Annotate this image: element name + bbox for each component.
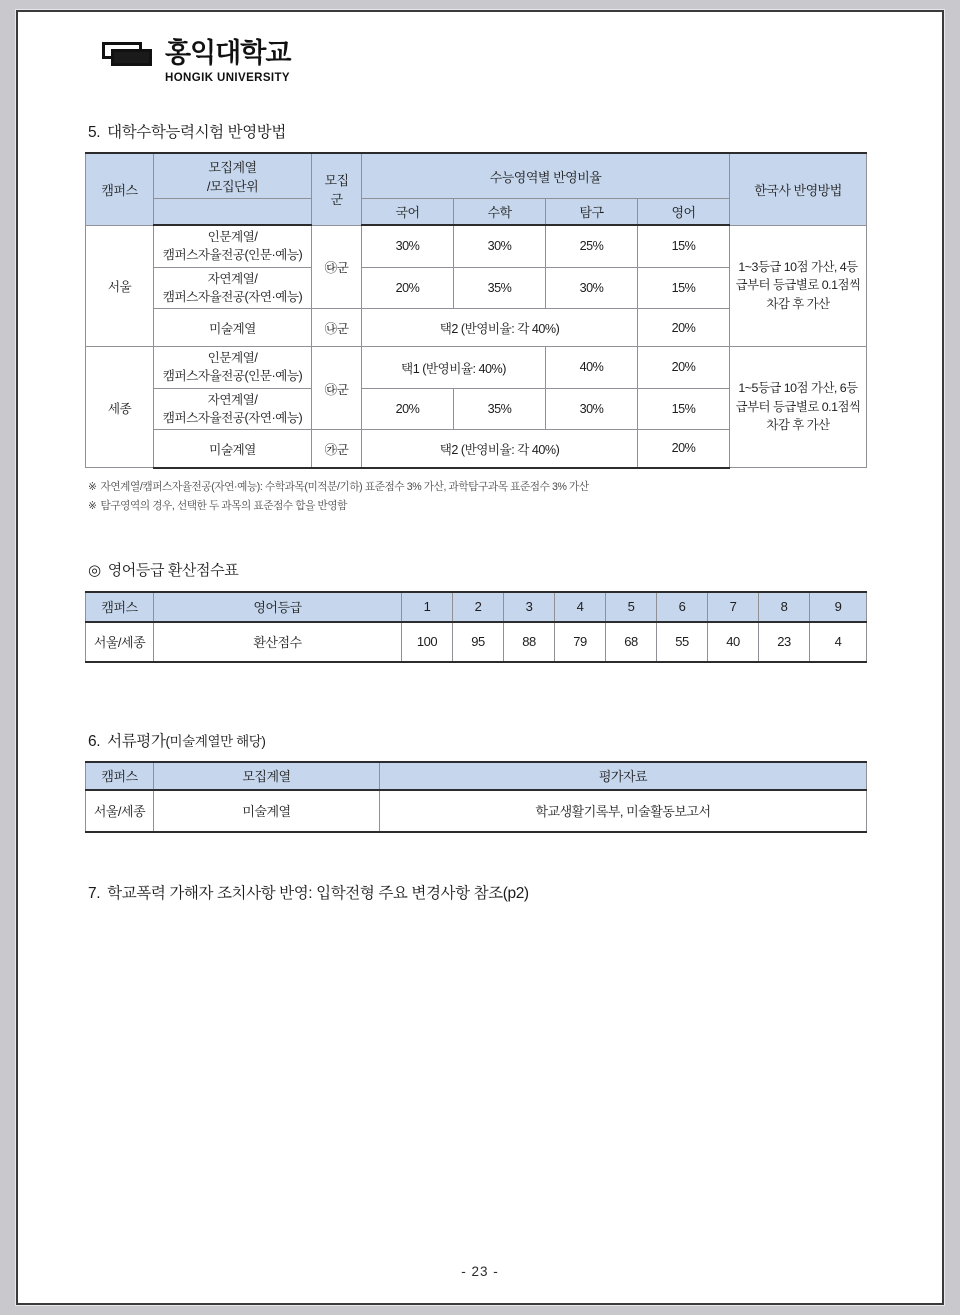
- th-history: 한국사 반영방법: [730, 153, 867, 225]
- suneung-reflection-table: [85, 152, 867, 469]
- th-materials: 평가자료: [380, 762, 867, 790]
- cell-select-span: 택1 (반영비율: 40%): [362, 347, 546, 389]
- table-row: [86, 622, 867, 662]
- th-grade-9: 9: [810, 592, 867, 622]
- th-english-grade: 영어등급: [154, 592, 402, 622]
- cell-select-span: 택2 (반영비율: 각 40%): [362, 430, 638, 468]
- cell-score-9: 4: [810, 622, 867, 662]
- cell-math: 30%: [454, 225, 546, 267]
- note-marker: ※: [88, 500, 97, 513]
- cell-korean: 20%: [362, 267, 454, 309]
- cell-korean: 20%: [362, 388, 454, 430]
- cell-track: 자연계열/ 캠퍼스자율전공(자연·예능): [154, 267, 312, 309]
- section7-heading: [88, 881, 890, 903]
- cell-inquiry: 40%: [546, 347, 638, 389]
- th-track-sub: [154, 199, 312, 226]
- table-row: [86, 790, 867, 832]
- th-track: 모집계열 /모집단위: [154, 153, 312, 199]
- cell-score-6: 55: [657, 622, 708, 662]
- section5-number: 5.: [88, 124, 101, 141]
- logo-english-name: HONGIK UNIVERSITY: [165, 72, 291, 84]
- cell-score-8: 23: [759, 622, 810, 662]
- note-marker: ※: [88, 480, 97, 493]
- cell-english: 20%: [638, 430, 730, 468]
- note-item: ※ 자연계열/캠퍼스자율전공(자연·예능): 수학과목(미적분/기하) 표준점수 3% 가산, 과학탐구과목 표준점수 3% 가산: [88, 480, 589, 493]
- section5-heading: [88, 120, 890, 142]
- cell-score-1: 100: [402, 622, 453, 662]
- cell-materials: 학교생활기록부, 미술활동보고서: [380, 790, 867, 832]
- english-grade-heading: [88, 559, 890, 580]
- th-grade-3: 3: [504, 592, 555, 622]
- section5-title: 대학수학능력시험 반영방법: [107, 124, 286, 141]
- cell-score-5: 68: [606, 622, 657, 662]
- logo-korean-name: 홍익대학교: [165, 38, 291, 68]
- section6-title: 서류평가: [107, 732, 166, 750]
- note-item: ※ 탐구영역의 경우, 선택한 두 과목의 표준점수 합을 반영함: [88, 500, 348, 513]
- th-campus: 캠퍼스: [86, 762, 154, 790]
- english-grade-conversion-table: [85, 591, 867, 663]
- cell-korean: 30%: [362, 225, 454, 267]
- cell-history: 1~5등급 10점 가산, 6등급부터 등급별로 0.1점씩 차감 후 가산: [730, 347, 867, 468]
- th-grade-4: 4: [555, 592, 606, 622]
- th-math: 수학: [454, 199, 546, 226]
- th-inquiry: 탐구: [546, 199, 638, 226]
- cell-campus: 서울/세종: [86, 622, 154, 662]
- circle-marker: ◎: [88, 561, 101, 579]
- th-campus: 캠퍼스: [86, 592, 154, 622]
- table-row: [86, 347, 867, 389]
- th-grade-8: 8: [759, 592, 810, 622]
- cell-english: 15%: [638, 388, 730, 430]
- section5-notes: [88, 478, 890, 517]
- cell-history: 1~3등급 10점 가산, 4등급부터 등급별로 0.1점씩 차감 후 가산: [730, 225, 867, 347]
- cell-english: 20%: [638, 309, 730, 347]
- cell-score-label: 환산점수: [154, 622, 402, 662]
- cell-track: 미술계열: [154, 309, 312, 347]
- cell-group: ㉯군: [312, 309, 362, 347]
- cell-math: 35%: [454, 267, 546, 309]
- cell-math: 35%: [454, 388, 546, 430]
- cell-track: 미술계열: [154, 430, 312, 468]
- th-grade-5: 5: [606, 592, 657, 622]
- th-english: 영어: [638, 199, 730, 226]
- cell-group: ㉰군: [312, 347, 362, 430]
- th-track: 모집계열: [154, 762, 380, 790]
- cell-inquiry: 25%: [546, 225, 638, 267]
- cell-group: ㉰군: [312, 225, 362, 309]
- cell-track: 인문계열/ 캠퍼스자율전공(인문·예능): [154, 347, 312, 389]
- cell-group: ㉮군: [312, 430, 362, 468]
- university-logo: [102, 40, 890, 84]
- cell-campus: 세종: [86, 347, 154, 468]
- th-group: 모집 군: [312, 153, 362, 225]
- hongik-logo-mark-icon: [102, 42, 154, 68]
- section7-text: 학교폭력 가해자 조치사항 반영: 입학전형 주요 변경사항 참조(p2): [107, 884, 529, 902]
- document-evaluation-table: [85, 761, 867, 833]
- cell-english: 20%: [638, 347, 730, 389]
- section6-heading: [88, 729, 890, 751]
- th-ratio-group: 수능영역별 반영비율: [362, 153, 730, 199]
- cell-track: 자연계열/ 캠퍼스자율전공(자연·예능): [154, 388, 312, 430]
- cell-score-2: 95: [453, 622, 504, 662]
- cell-inquiry: 30%: [546, 267, 638, 309]
- table-row: [86, 225, 867, 267]
- cell-track: 인문계열/ 캠퍼스자율전공(인문·예능): [154, 225, 312, 267]
- th-grade-7: 7: [708, 592, 759, 622]
- cell-score-7: 40: [708, 622, 759, 662]
- th-campus: 캠퍼스: [86, 153, 154, 225]
- cell-english: 15%: [638, 225, 730, 267]
- th-grade-1: 1: [402, 592, 453, 622]
- section7-number: 7.: [88, 884, 101, 902]
- th-grade-6: 6: [657, 592, 708, 622]
- section6-title-suffix: (미술계열만 해당): [165, 733, 266, 749]
- th-korean: 국어: [362, 199, 454, 226]
- cell-campus: 서울/세종: [86, 790, 154, 832]
- cell-select-span: 택2 (반영비율: 각 40%): [362, 309, 638, 347]
- cell-campus: 서울: [86, 225, 154, 347]
- cell-score-4: 79: [555, 622, 606, 662]
- cell-track: 미술계열: [154, 790, 380, 832]
- th-grade-2: 2: [453, 592, 504, 622]
- page-number: - 23 -: [461, 1264, 499, 1279]
- cell-inquiry: 30%: [546, 388, 638, 430]
- cell-score-3: 88: [504, 622, 555, 662]
- section6-number: 6.: [88, 732, 101, 750]
- document-page: [16, 10, 944, 1305]
- english-grade-title: 영어등급 환산점수표: [107, 561, 239, 579]
- cell-english: 15%: [638, 267, 730, 309]
